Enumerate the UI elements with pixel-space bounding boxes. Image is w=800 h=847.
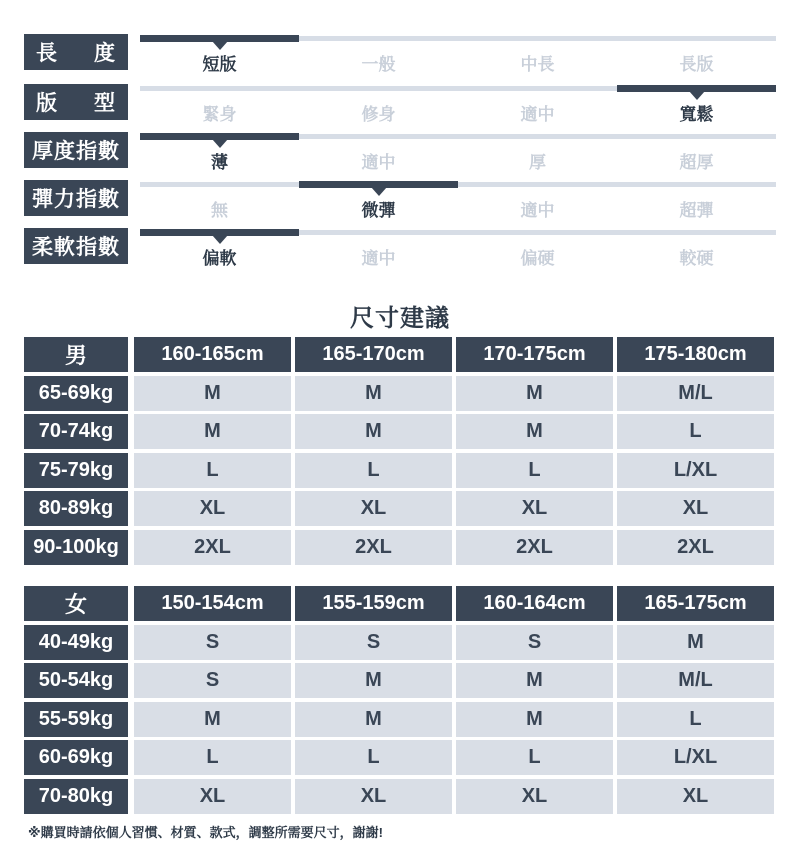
size-cell: L/XL xyxy=(617,740,774,775)
size-cell: L xyxy=(456,740,613,775)
scale-option: 超厚 xyxy=(679,153,714,172)
scale-option: 緊身 xyxy=(202,105,237,124)
size-cell: L xyxy=(295,740,452,775)
scale-option: 一般 xyxy=(361,55,396,74)
attribute-label-char: 型 xyxy=(94,92,116,115)
scale-option: 無 xyxy=(211,201,228,220)
scale-pointer-icon xyxy=(689,91,705,100)
column-header-height: 160-165cm xyxy=(134,337,291,372)
size-cell: XL xyxy=(617,779,774,814)
attribute-scale xyxy=(140,132,776,172)
attribute-label: 厚度指數 xyxy=(24,132,128,168)
scale-option: 長版 xyxy=(679,55,714,74)
attribute-scale xyxy=(140,180,776,220)
scale-option: 微彈 xyxy=(361,201,396,220)
size-cell: M xyxy=(456,663,613,698)
attribute-scale xyxy=(140,228,776,268)
footnote: ※購買時請依個人習慣、材質、款式，調整所需要尺寸，謝謝! xyxy=(28,825,383,840)
size-cell: L/XL xyxy=(617,453,774,488)
attribute-row-softness xyxy=(24,228,776,268)
scale-option: 超彈 xyxy=(679,201,714,220)
attribute-scale xyxy=(140,84,776,124)
size-cell: M/L xyxy=(617,663,774,698)
size-cell: 2XL xyxy=(134,530,291,565)
scale-option: 適中 xyxy=(520,201,555,220)
table-corner-gender: 男 xyxy=(24,337,128,372)
size-cell: L xyxy=(295,453,452,488)
size-cell: M xyxy=(134,414,291,449)
size-cell: L xyxy=(456,453,613,488)
size-cell: XL xyxy=(617,491,774,526)
scale-pointer-icon xyxy=(371,187,387,196)
scale-option: 寬鬆 xyxy=(679,105,714,124)
attribute-label-char: 長 xyxy=(36,42,58,65)
size-cell: M xyxy=(134,702,291,737)
size-cell: M xyxy=(295,702,452,737)
scale-option: 薄 xyxy=(211,153,228,172)
row-label-weight: 55-59kg xyxy=(24,702,128,737)
scale-option: 厚 xyxy=(529,153,546,172)
row-label-weight: 75-79kg xyxy=(24,453,128,488)
row-label-weight: 70-80kg xyxy=(24,779,128,814)
size-cell: M xyxy=(456,376,613,411)
size-cell: XL xyxy=(456,491,613,526)
scale-option: 偏硬 xyxy=(520,249,555,268)
column-header-height: 150-154cm xyxy=(134,586,291,621)
scale-option: 短版 xyxy=(202,55,237,74)
attribute-label: 柔軟指數 xyxy=(24,228,128,264)
size-cell: M xyxy=(295,376,452,411)
attribute-label-char: 版 xyxy=(36,92,58,115)
scale-option: 修身 xyxy=(361,105,396,124)
row-label-weight: 50-54kg xyxy=(24,663,128,698)
scale-pointer-icon xyxy=(212,235,228,244)
size-cell: XL xyxy=(295,491,452,526)
size-cell: L xyxy=(617,702,774,737)
size-cell: XL xyxy=(134,779,291,814)
size-cell: S xyxy=(134,663,291,698)
row-label-weight: 90-100kg xyxy=(24,530,128,565)
attribute-row-elasticity xyxy=(24,180,776,220)
attribute-label: 彈力指數 xyxy=(24,180,128,216)
size-cell: M xyxy=(456,702,613,737)
column-header-height: 175-180cm xyxy=(617,337,774,372)
attribute-row-length xyxy=(24,34,776,74)
scale-track xyxy=(140,182,776,187)
row-label-weight: 80-89kg xyxy=(24,491,128,526)
size-cell: L xyxy=(134,740,291,775)
size-cell: M xyxy=(295,663,452,698)
size-cell: M xyxy=(295,414,452,449)
attribute-label-char: 度 xyxy=(94,42,116,65)
row-label-weight: 65-69kg xyxy=(24,376,128,411)
row-label-weight: 40-49kg xyxy=(24,625,128,660)
size-cell: 2XL xyxy=(617,530,774,565)
column-header-height: 170-175cm xyxy=(456,337,613,372)
column-header-height: 155-159cm xyxy=(295,586,452,621)
attribute-row-fit xyxy=(24,84,776,124)
size-cell: L xyxy=(617,414,774,449)
size-cell: XL xyxy=(134,491,291,526)
scale-pointer-icon xyxy=(212,41,228,50)
size-cell: XL xyxy=(456,779,613,814)
size-cell: M xyxy=(134,376,291,411)
scale-pointer-icon xyxy=(212,139,228,148)
size-chart-title: 尺寸建議 xyxy=(350,305,450,332)
column-header-height: 165-170cm xyxy=(295,337,452,372)
attribute-label xyxy=(24,34,128,70)
scale-option: 較硬 xyxy=(679,249,714,268)
size-cell: S xyxy=(456,625,613,660)
size-cell: M xyxy=(456,414,613,449)
size-cell: M xyxy=(617,625,774,660)
scale-option: 適中 xyxy=(361,249,396,268)
row-label-weight: 70-74kg xyxy=(24,414,128,449)
attribute-scale xyxy=(140,34,776,74)
scale-option: 中長 xyxy=(520,55,555,74)
scale-option: 適中 xyxy=(520,105,555,124)
column-header-height: 160-164cm xyxy=(456,586,613,621)
size-cell: 2XL xyxy=(456,530,613,565)
size-cell: L xyxy=(134,453,291,488)
size-cell: S xyxy=(295,625,452,660)
size-cell: M/L xyxy=(617,376,774,411)
attribute-label xyxy=(24,84,128,120)
column-header-height: 165-175cm xyxy=(617,586,774,621)
attribute-row-thickness xyxy=(24,132,776,172)
scale-option: 適中 xyxy=(361,153,396,172)
table-corner-gender: 女 xyxy=(24,586,128,621)
scale-option: 偏軟 xyxy=(202,249,237,268)
row-label-weight: 60-69kg xyxy=(24,740,128,775)
size-cell: S xyxy=(134,625,291,660)
size-cell: XL xyxy=(295,779,452,814)
size-cell: 2XL xyxy=(295,530,452,565)
